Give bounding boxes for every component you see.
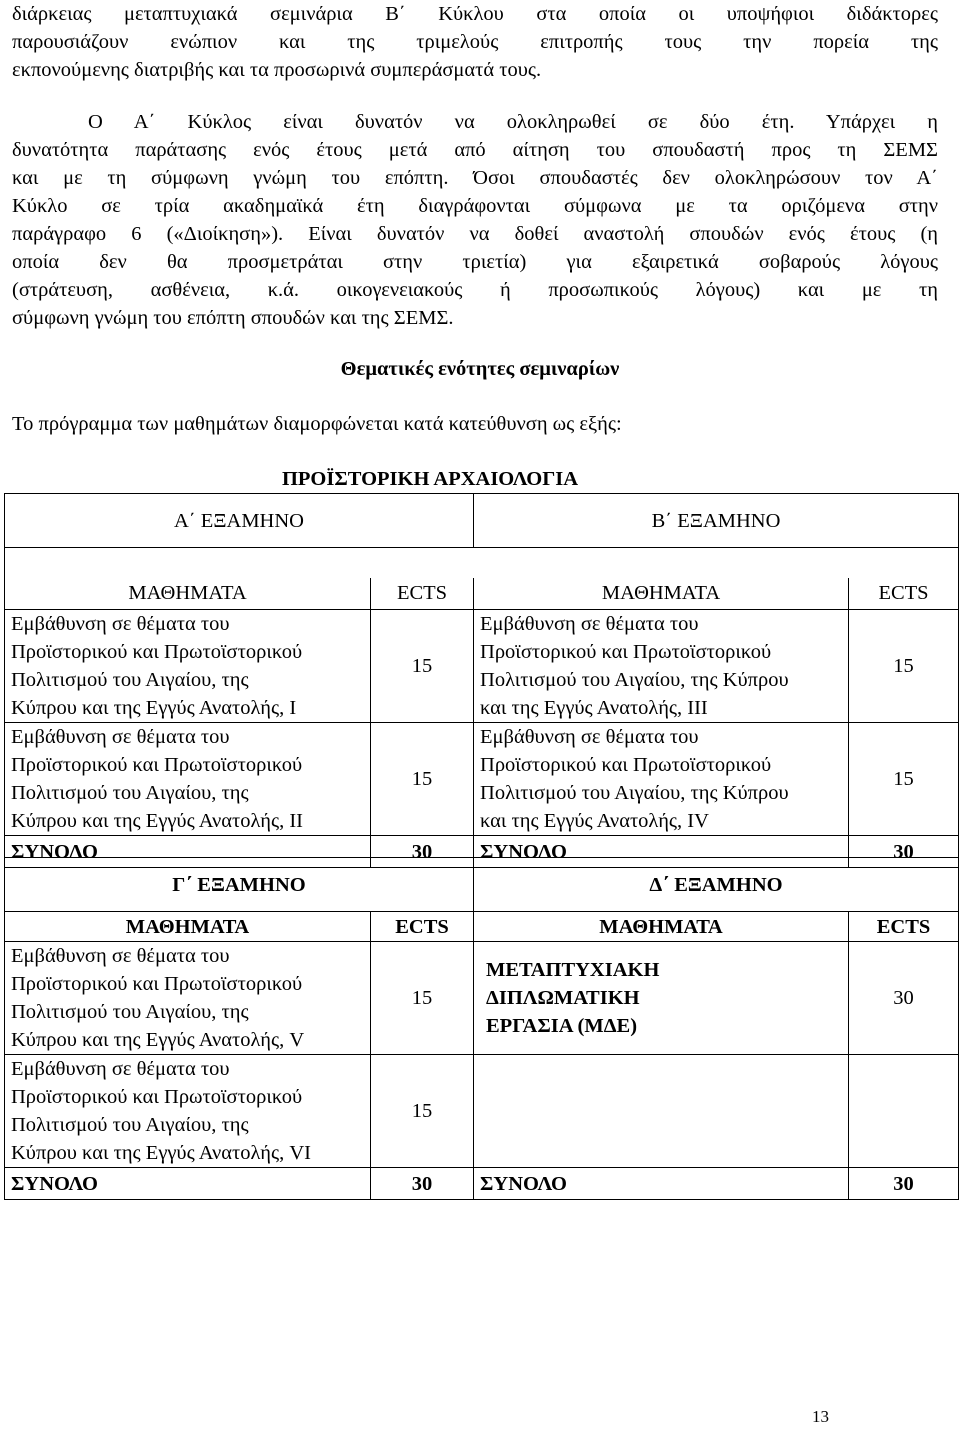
ects-value: 15 (849, 610, 959, 723)
page-number: 13 (812, 1407, 829, 1426)
ects-header: ECTS (371, 912, 474, 942)
table-row (5, 942, 959, 1055)
course-line: Προϊστορικού και Πρωτοϊστορικού (11, 1086, 303, 1108)
course-line: Εμβάθυνση σε θέματα του (11, 1058, 230, 1080)
empty-cell (849, 1055, 959, 1168)
empty-cell (474, 1055, 849, 1168)
course-line: Κύπρου και της Εγγύς Ανατολής, Ι (11, 697, 297, 719)
ects-value: 15 (371, 723, 474, 836)
thesis-line: ΜΕΤΑΠΤΥΧΙΑΚΗ (486, 959, 660, 981)
total-label: ΣΥΝΟΛΟ (5, 836, 371, 868)
course-line: Κύπρου και της Εγγύς Ανατολής, V (11, 1029, 305, 1051)
ects-value: 15 (371, 610, 474, 723)
total-label: ΣΥΝΟΛΟ (474, 836, 849, 868)
total-label: ΣΥΝΟΛΟ (5, 1168, 371, 1200)
course-line: Πολιτισμού του Αιγαίου, της (11, 1114, 249, 1136)
course-cell (5, 723, 371, 836)
table-row (5, 1055, 959, 1168)
table-row (5, 723, 959, 836)
paragraph-line: και με τη σύμφωνη γνώμη του επόπτη. Όσοι σπουδαστές δεν ολοκληρώσουν τον Α΄ (12, 167, 938, 189)
ects-value: 30 (849, 942, 959, 1055)
courses-header: ΜΑΘΗΜΑΤΑ (5, 912, 371, 942)
course-line: Προϊστορικού και Πρωτοϊστορικού (11, 754, 303, 776)
course-line: Προϊστορικού και Πρωτοϊστορικού (480, 641, 772, 663)
course-cell (5, 610, 371, 723)
ects-header: ECTS (849, 578, 959, 610)
spacer-row (5, 548, 959, 578)
paragraph-line: δυνατότητα παράτασης ενός έτους μετά από αίτηση του σπουδαστή προς τη ΣΕΜΣ (12, 139, 938, 161)
total-row (5, 1168, 959, 1200)
paragraph-line: Ο Α΄ Κύκλος είναι δυνατόν να ολοκληρωθεί σε δύο έτη. Υπάρχει η (88, 111, 938, 133)
paragraph-line: σύμφωνη γνώμη του επόπτη σπουδών και της ΣΕΜΣ. (12, 307, 454, 329)
intro-text: Το πρόγραμμα των μαθημάτων διαμορφώνεται κατά κατεύθυνση ως εξής: (12, 413, 622, 435)
course-cell (474, 723, 849, 836)
course-line: Προϊστορικού και Πρωτοϊστορικού (11, 641, 303, 663)
course-cell (5, 942, 371, 1055)
semester-d-heading: Δ΄ ΕΞΑΜΗΝΟ (474, 858, 959, 912)
ects-value: 15 (371, 942, 474, 1055)
program-title: ΠΡΟΪΣΤΟΡΙΚΗ ΑΡΧΑΙΟΛΟΓΙΑ (281, 468, 579, 490)
course-cell (5, 1055, 371, 1168)
course-line: και της Εγγύς Ανατολής, IV (480, 810, 709, 832)
course-line: Κύπρου και της Εγγύς Ανατολής, VI (11, 1142, 311, 1164)
schedule-table-year1 (4, 493, 959, 868)
total-value: 30 (371, 836, 474, 868)
course-line: Πολιτισμού του Αιγαίου, της (11, 782, 249, 804)
semester-c-heading: Γ΄ ΕΞΑΜΗΝΟ (5, 858, 474, 912)
course-line: Πολιτισμού του Αιγαίου, της (11, 1001, 249, 1023)
ects-header: ECTS (371, 578, 474, 610)
course-line: Πολιτισμού του Αιγαίου, της Κύπρου (480, 669, 789, 691)
paragraph-line: οποία δεν θα προσμετράται στην τριετία) για εξαιρετικά σοβαρούς λόγους (12, 251, 938, 273)
course-line: Εμβάθυνση σε θέματα του (11, 945, 230, 967)
course-line: Εμβάθυνση σε θέματα του (480, 613, 699, 635)
thesis-line: ΕΡΓΑΣΙΑ (ΜΔΕ) (486, 1015, 638, 1037)
table-row (5, 610, 959, 723)
semester-a-heading: Α΄ ΕΞΑΜΗΝΟ (5, 494, 474, 548)
course-line: Εμβάθυνση σε θέματα του (480, 726, 699, 748)
course-line: Εμβάθυνση σε θέματα του (11, 613, 230, 635)
ects-value: 15 (849, 723, 959, 836)
semester-b-heading: Β΄ ΕΞΑΜΗΝΟ (474, 494, 959, 548)
course-line: Εμβάθυνση σε θέματα του (11, 726, 230, 748)
courses-header: ΜΑΘΗΜΑΤΑ (474, 912, 849, 942)
paragraph-line: διάρκειας μεταπτυχιακά σεμινάρια Β΄ Κύκλου στα οποία οι υποψήφιοι διδάκτορες (12, 3, 938, 25)
thesis-line: ΔΙΠΛΩΜΑΤΙΚΗ (486, 987, 640, 1009)
ects-header: ECTS (849, 912, 959, 942)
paragraph-line: Κύκλο σε τρία ακαδημαϊκά έτη διαγράφονται σύμφωνα με τα οριζόμενα στην (12, 195, 938, 217)
courses-header: ΜΑΘΗΜΑΤΑ (5, 578, 371, 610)
paragraph-line: παράγραφο 6 («Διοίκηση»). Είναι δυνατόν να δοθεί αναστολή σπουδών ενός έτους (η (12, 223, 938, 245)
schedule-table-year2 (4, 857, 959, 1200)
course-line: Πολιτισμού του Αιγαίου, της Κύπρου (480, 782, 789, 804)
course-cell (474, 610, 849, 723)
course-line: και της Εγγύς Ανατολής, ΙΙΙ (480, 697, 708, 719)
course-line: Προϊστορικού και Πρωτοϊστορικού (11, 973, 303, 995)
paragraph-line: εκπονούμενης διατριβής και τα προσωρινά συμπεράσματά τους. (12, 59, 542, 81)
paragraph-line: (στράτευση, ασθένεια, κ.ά. οικογενειακούς ή προσωπικούς λόγους) και με τη (12, 279, 938, 301)
course-line: Κύπρου και της Εγγύς Ανατολής, ΙΙ (11, 810, 303, 832)
section-heading: Θεματικές ενότητες σεμιναρίων (340, 358, 620, 380)
thesis-cell (474, 942, 849, 1055)
total-value: 30 (849, 1168, 959, 1200)
paragraph-line: παρουσιάζουν ενώπιον και της τριμελούς επιτροπής τους την πορεία της (12, 31, 938, 53)
course-line: Πολιτισμού του Αιγαίου, της (11, 669, 249, 691)
course-line: Προϊστορικού και Πρωτοϊστορικού (480, 754, 772, 776)
total-label: ΣΥΝΟΛΟ (474, 1168, 849, 1200)
total-value: 30 (849, 836, 959, 868)
courses-header: ΜΑΘΗΜΑΤΑ (474, 578, 849, 610)
total-value: 30 (371, 1168, 474, 1200)
ects-value: 15 (371, 1055, 474, 1168)
